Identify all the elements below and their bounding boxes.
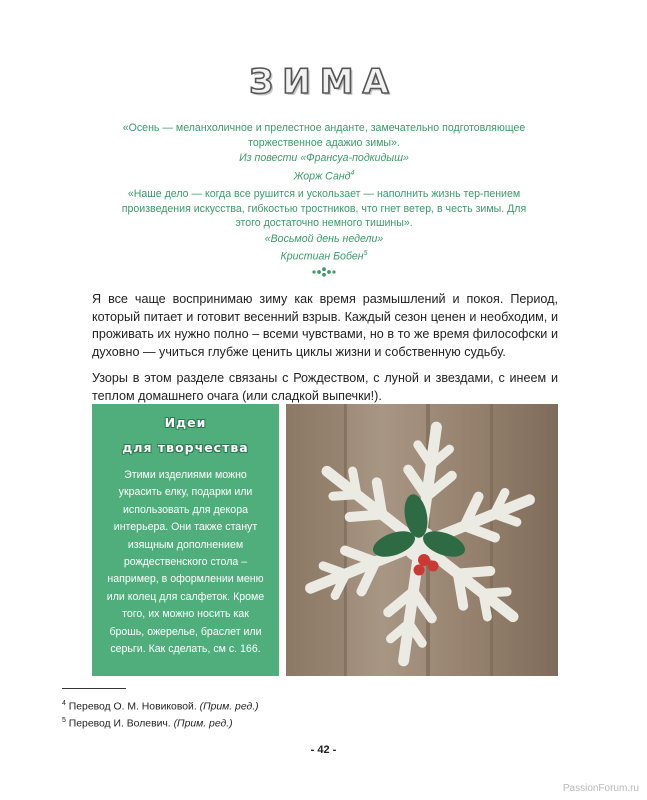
footnote-4: $^4$ Перевод О. М. Новиковой. (Прим. ред.) [62,700,259,713]
ideas-heading: Идеи [164,415,207,430]
watermark: PassionForum.ru [562,783,639,794]
footnote-ref-4: 4 [350,169,355,177]
epigraph-author-1: Жорж Санд$^4$ [293,169,355,183]
ideas-subheading: для творчества [122,440,249,455]
footnote-5: $^5$ Перевод И. Волевич. (Прим. ред.) [62,717,233,730]
footnote-divider [62,688,126,689]
footnote-ref-5: 5 [363,250,368,258]
footnotes [62,697,259,732]
body-text [92,291,558,415]
body-paragraph-2: Узоры в этом разделе связаны с Рождеством, с луной и звездами, с инеем и теплом домашнего очага (или сладкой выпечки!). [92,371,558,403]
snowflake-photo [286,404,558,676]
epigraph-source-2: «Восьмой день недели» [264,232,384,245]
page-number: - 42 - [310,744,337,756]
ideas-sidebar-box [92,404,279,676]
epigraph-author-2: Кристиан Бобен$^5$ [280,250,368,263]
dots-ornament-icon [311,267,337,277]
ideas-text: Этими изделиями можно украсить елку, подарки или использовать для декора интерьера. Они также станут изящным дополнением рождественского стола – например, в оформлении меню или колец для салфеток. Кроме того, их можно носить как брошь, ожерелье, браслет или серьги. Как сделать, см с. 166. [106,469,265,656]
page-title: ЗИМА [249,62,398,102]
epigraph-quote-2: «Наше дело — когда все рушится и ускользает — наполнить жизнь тер-пением произведения искусства, гибкостью тростников, что гнет ветер, в честь зимы. Для этого достаточно немного тишины». [121,187,527,230]
body-paragraph-1: Я все чаще воспринимаю зиму как время размышлений и покоя. Период, который питает и готовит весенний взрыв. Каждый сезон ценен и необходим, и проживать их нужно полно – всеми чувствами, но в то же время философски и духовно — учиться глубже ценить циклы жизни и собственную судьбу. [92,292,558,359]
epigraph-block [120,121,528,264]
epigraph-source-1: Из повести «Франсуа-подкидыш» [239,152,409,165]
epigraph-quote-1: «Осень — меланхоличное и прелестное анданте, замечательно подготовляющее торжественное адажио зимы». [122,122,526,149]
